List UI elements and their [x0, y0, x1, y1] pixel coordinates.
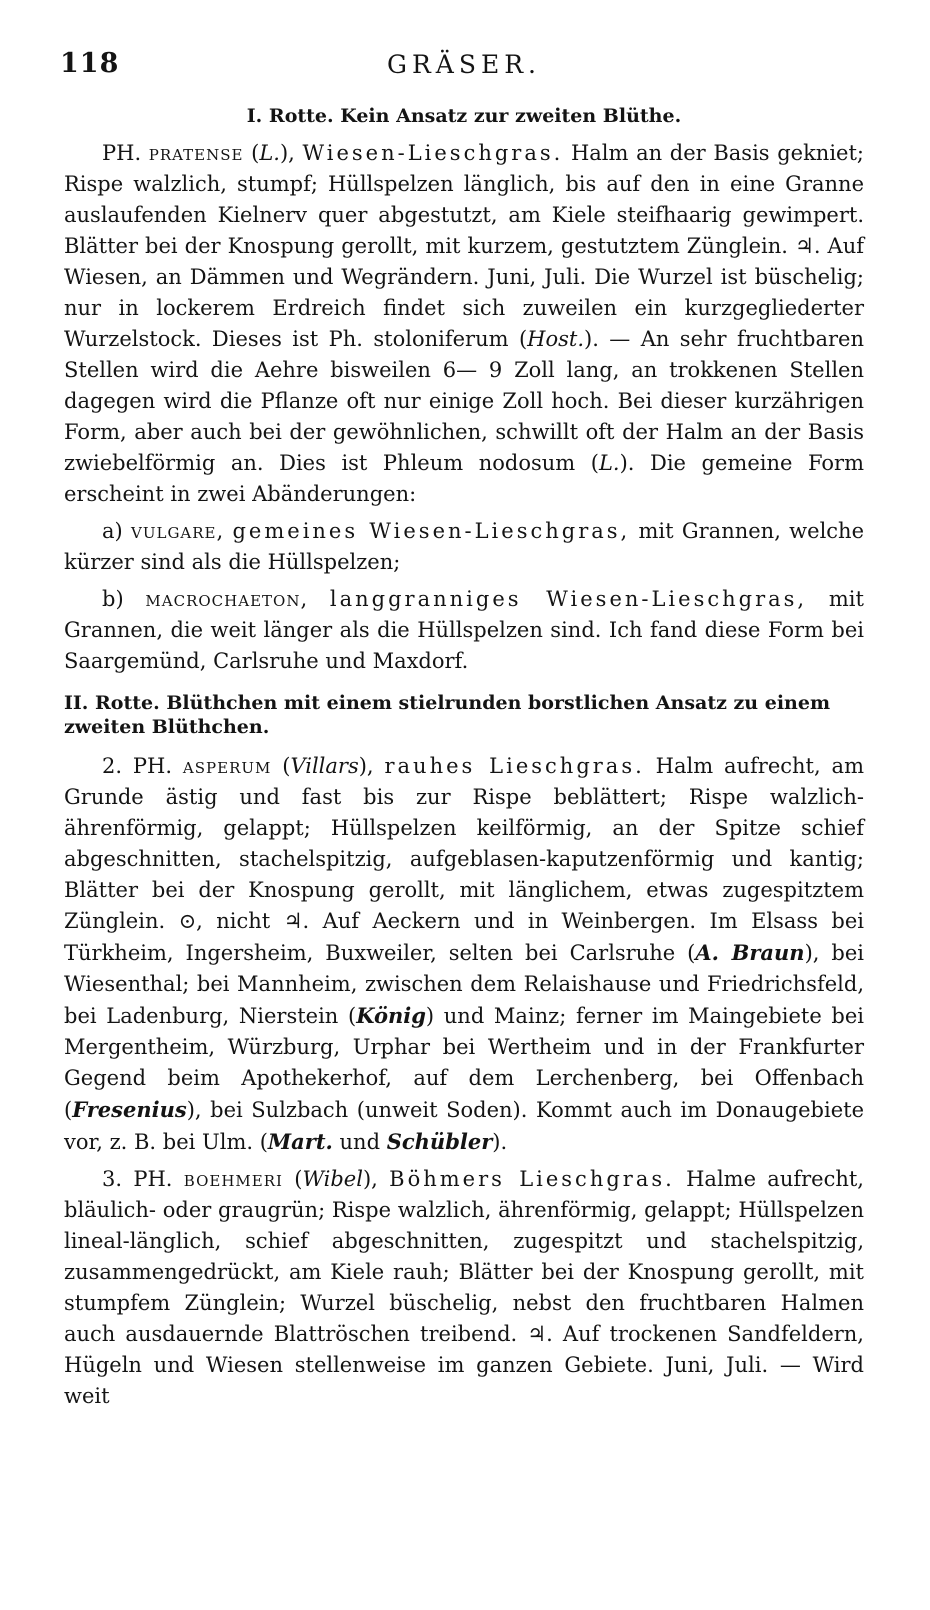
description-part-b: ), bei Wiesenthal; bei Mannheim, zwischen dem Relaishause und Friedrichsfeld, bei Ladenburg, Nierstein ( [64, 941, 864, 1028]
description-part-c: ). Die gemeine Form erscheint in zwei Abänderungen: [64, 451, 864, 506]
species-entry-asperum: 2. PH. asperum (Villars), rauhes Lieschgras. Halm aufrecht, am Grunde ästig und fast bis zur Rispe beblättert; Rispe walzlich-ährenförmig, gelappt; Hüllspelzen keilförmig, an der Spitze schief abgeschnitten, stachelspitzig, aufgeblasen-kaputzenförmig und kantig; Blätter bei der Knospung gerollt, mit länglichem, etwas zugespitztem Zünglein. ⊙, nicht ♃. Auf Aeckern und in Weinbergen. Im Elsass bei Türkheim, Ingersheim, Buxweiler, selten bei Carlsruhe (A. Braun), bei Wiesenthal; bei Mannheim, zwischen dem Relaishause und Friedrichsfeld, bei Ladenburg, Nierstein (König) und Mainz; ferner im Maingebiete bei Mergentheim, Würzburg, Urphar bei Wertheim und in der Frankfurter Gegend beim Apothekerhof, auf dem Lerchenberg, bei Offenbach (Fresenius), bei Sulzbach (unweit Soden). Kommt auch im Donaugebiete vor, z. B. bei Ulm. (Mart. und Schübler). [64, 754, 864, 1154]
description-part-a: Halm an der Basis gekniet; Rispe walzlich, stumpf; Hüllspelzen länglich, bis auf den in eine Granne auslaufenden Kielnerv quer abgestutzt, am Kiele steifhaarig gewimpert. Blätter bei der Knospung gerollt, mit kurzem, gestutztem Zünglein. ♃. Auf Wiesen, an Dämmen und Wegrändern. Juni, Juli. Die Wurzel ist büschelig; nur in lockerem Erdreich findet sich zuweilen ein kurzgegliederter Wurzelstock. Dieses ist Ph. stoloniferum ( [64, 141, 864, 351]
description-part-e: und [332, 1130, 387, 1154]
description-part-a: Halm aufrecht, am Grunde ästig und fast bis zur Rispe beblättert; Rispe walzlich-ährenförmig, gelappt; Hüllspelzen keilförmig, an der Spitze schief abgeschnitten, stachelspitzig, aufgeblasen-kaputzenförmig und kantig; Blätter bei der Knospung gerollt, mit länglichem, etwas zugespitztem Zünglein. ⊙, nicht ♃. Auf Aeckern und in Weinbergen. Im Elsass bei Türkheim, Ingersheim, Buxweiler, selten bei Carlsruhe ( [64, 754, 864, 965]
variety-name: vulgare, [131, 519, 225, 543]
variety-description: mit Grannen, welche kürzer sind als die Hüllspelzen; [64, 519, 864, 574]
section-heading-2: II. Rotte. Blüthchen mit einem stielrunden borstlichen Ansatz zu einem zweiten Blüthchen. [64, 692, 831, 738]
author-fresenius: Fresenius [72, 1097, 187, 1122]
description-part-b: ). — An sehr fruchtbaren Stellen wird die Aehre bisweilen 6— 9 Zoll lang, an trokkenen Stellen dagegen wird die Pflanze oft nur einige Zoll hoch. Bei dieser kurzährigen Form, aber auch bei der gewöhnlichen, schwillt oft der Halm an der Basis zwiebelförmig an. Dies ist Phleum nodosum ( [64, 327, 864, 475]
common-name: Wiesen-Lieschgras. [302, 141, 564, 165]
variety-vulgare [64, 516, 864, 578]
author-linnaeus: L. [598, 451, 620, 475]
variety-description: mit Grannen, die weit länger als die Hüllspelzen sind. Ich fand diese Form bei Saargemünd, Carlsruhe und Maxdorf. [64, 587, 864, 673]
author-schuebler: Schübler [386, 1129, 493, 1154]
genus-abbrev: PH. [102, 141, 142, 165]
description-part-f: ). [492, 1130, 508, 1154]
variety-common-name: langgranniges Wiesen-Lieschgras, [329, 587, 808, 611]
author: Wibel [302, 1167, 363, 1191]
species-name: asperum [182, 754, 272, 778]
common-name: Böhmers Lieschgras. [389, 1167, 675, 1191]
species-entry-boehmeri: 3. PH. boehmeri (Wibel), Böhmers Lieschgras. Halme aufrecht, bläulich- oder graugrün; Rispe walzlich, ährenförmig, gelappt; Hüllspelzen lineal-länglich, schief abgeschnitten, zugespitzt und stachelspitzig, zusammengedrückt, am Kiele rauh; Blätter bei der Knospung gerollt, mit stumpfem Zünglein; Wurzel büschelig, nebst den fruchtbaren Halmen auch ausdauernde Blattröschen treibend. ♃. Auf trockenen Sandfeldern, Hügeln und Wiesen stellenweise im ganzen Gebiete. Juni, Juli. — Wird weit [64, 1167, 864, 1408]
author-koenig: König [356, 1003, 426, 1028]
genus-abbrev: PH. [133, 1167, 173, 1191]
description: Halme aufrecht, bläulich- oder graugrün; Rispe walzlich, ährenförmig, gelappt; Hüllspelzen lineal-länglich, schief abgeschnitten, zugespitzt und stachelspitzig, zusammengedrückt, am Kiele rauh; Blätter bei der Knospung gerollt, mit stumpfem Zünglein; Wurzel büschelig, nebst den fruchtbaren Halmen auch ausdauernde Blattröschen treibend. ♃. Auf trockenen Sandfeldern, Hügeln und Wiesen stellenweise im ganzen Gebiete. Juni, Juli. — Wird weit [64, 1167, 864, 1408]
author: Villars [290, 754, 359, 778]
variety-common-name: gemeines Wiesen-Lieschgras, [232, 519, 631, 543]
variety-label: b) [102, 587, 124, 611]
author-martens: Mart. [267, 1129, 333, 1154]
species-name: pratense [148, 141, 244, 165]
author: L. [259, 141, 280, 165]
variety-name: macrochaeton, [145, 587, 309, 611]
variety-label: a) [102, 519, 123, 543]
species-number: 3. [102, 1167, 123, 1191]
book-page [60, 48, 864, 1418]
running-title: GRÄSER. [387, 50, 541, 79]
description-part-d: ), bei Sulzbach (unweit Soden). Kommt auch im Donaugebiete vor, z. B. bei Ulm. ( [64, 1098, 864, 1154]
author-host: Host. [527, 327, 584, 351]
common-name: rauhes Lieschgras. [384, 754, 645, 778]
species-entry-pratense: PH. pratense (L.), Wiesen-Lieschgras. Halm an der Basis gekniet; Rispe walzlich, stumpf; Hüllspelzen länglich, bis auf den in eine Granne auslaufenden Kielnerv quer abgestutzt, am Kiele steifhaarig gewimpert. Blätter bei der Knospung gerollt, mit kurzem, gestutztem Zünglein. ♃. Auf Wiesen, an Dämmen und Wegrändern. Juni, Juli. Die Wurzel ist büschelig; nur in lockerem Erdreich findet sich zuweilen ein kurzgegliederter Wurzelstock. Dieses ist Ph. stoloniferum (Host.). — An sehr fruchtbaren Stellen wird die Aehre bisweilen 6— 9 Zoll lang, an trokkenen Stellen dagegen wird die Pflanze oft nur einige Zoll hoch. Bei dieser kurzährigen Form, aber auch bei der gewöhnlichen, schwillt oft der Halm an der Basis zwiebelförmig an. Dies ist Phleum nodosum (L.). Die gemeine Form erscheint in zwei Abänderungen: [64, 141, 864, 506]
section-heading-1: I. Rotte. Kein Ansatz zur zweiten Blüthe. [246, 105, 682, 127]
page-header [60, 48, 864, 94]
page-number: 118 [60, 48, 120, 79]
species-number: 2. [102, 754, 123, 778]
species-name: boehmeri [183, 1167, 283, 1191]
author-braun: A. Braun [695, 940, 805, 965]
genus-abbrev: PH. [132, 754, 173, 778]
description-part-c: ) und Mainz; ferner im Maingebiete bei Mergentheim, Würzburg, Urphar bei Wertheim und in der Frankfurter Gegend beim Apothekerhof, auf dem Lerchenberg, bei Offenbach ( [64, 1004, 864, 1122]
variety-macrochaeton [64, 584, 864, 677]
